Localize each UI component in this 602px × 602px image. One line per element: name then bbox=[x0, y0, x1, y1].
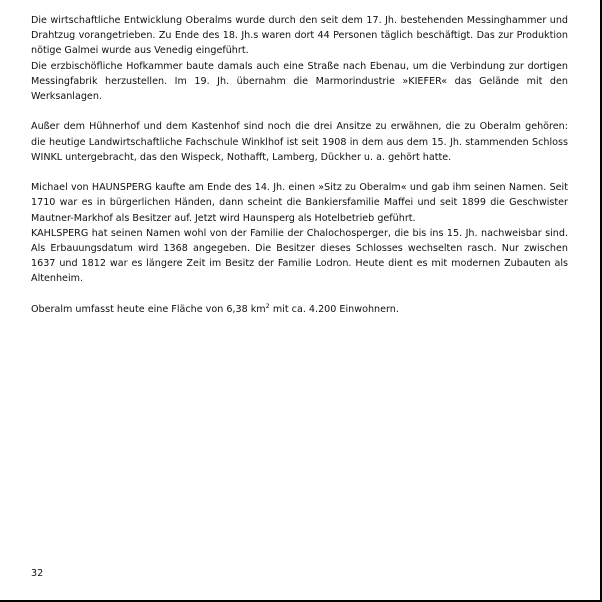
area-sentence bbox=[31, 302, 568, 317]
text-line: Michael von HAUNSPERG kaufte am Ende des 14. Jh. einen »Sitz zu Oberalm« und gab ihm seinen Namen. Seit 1710 war es in bürgerlichen Händen, dann scheint die Bankiersfamilie Maffei und seit 1899 die Geschwister Mautner-Markhof als Besitzer auf. Jetzt wird Haunsperg als Hotelbetrieb geführt. bbox=[31, 182, 568, 224]
text-line: Die erzbischöfliche Hofkammer baute damals auch eine Straße nach Ebenau, um die Verbindung zur dortigen Messingfabrik herzustellen. Im 19. Jh. übernahm die Marmorindustrie »KIEFER« das Gelände mit den Werksanlagen. bbox=[31, 60, 568, 103]
paragraph-messing-industry bbox=[31, 13, 568, 104]
paragraph-haunsperg-kahlsperg bbox=[31, 180, 568, 286]
text-line: Die wirtschaftliche Entwicklung Oberalms wurde durch den seit dem 17. Jh. bestehenden Messinghammer und Drahtzug vorangetrieben. Zu Ende des 18. Jh.s waren dort 44 Personen täglich beschäftigt. Das zur Produktion nötige Galmei wurde aus Venedig eingeführt. bbox=[31, 15, 568, 57]
text-line: Außer dem Hühnerhof und dem Kastenhof sind noch die drei Ansitze zu erwähnen, die zu Oberalm gehören: die heutige Landwirtschaftliche Fachschule Winklhof ist seit 1908 in dem aus dem 15. Jh. stammenden Schloss WINKL untergebracht, das den Wispeck, Nothafft, Lamberg, Dückher u. a. gehört hatte. bbox=[31, 121, 568, 163]
page-body bbox=[31, 13, 568, 332]
paragraph-area bbox=[31, 302, 568, 317]
area-text-after: mit ca. 4.200 Einwohnern. bbox=[269, 303, 399, 315]
area-text-before: Oberalm umfasst heute eine Fläche von 6,38 km bbox=[31, 303, 266, 315]
area-superscript: 2 bbox=[265, 301, 270, 310]
page-number: 32 bbox=[31, 568, 44, 579]
text-line: KAHLSPERG hat seinen Namen wohl von der Familie der Chalochosperger, die bis ins 15. Jh. nachweisbar sind. Als Erbauungsdatum wird 1368 angegeben. Die Besitzer dieses Schlosses wechselten rasch. Nur zwischen 1637 und 1812 war es längere Zeit im Besitz der Familie Lodron. Heute dient es mit modernen Zubauten als Altenheim. bbox=[31, 227, 568, 285]
paragraph-ansitze bbox=[31, 119, 568, 165]
